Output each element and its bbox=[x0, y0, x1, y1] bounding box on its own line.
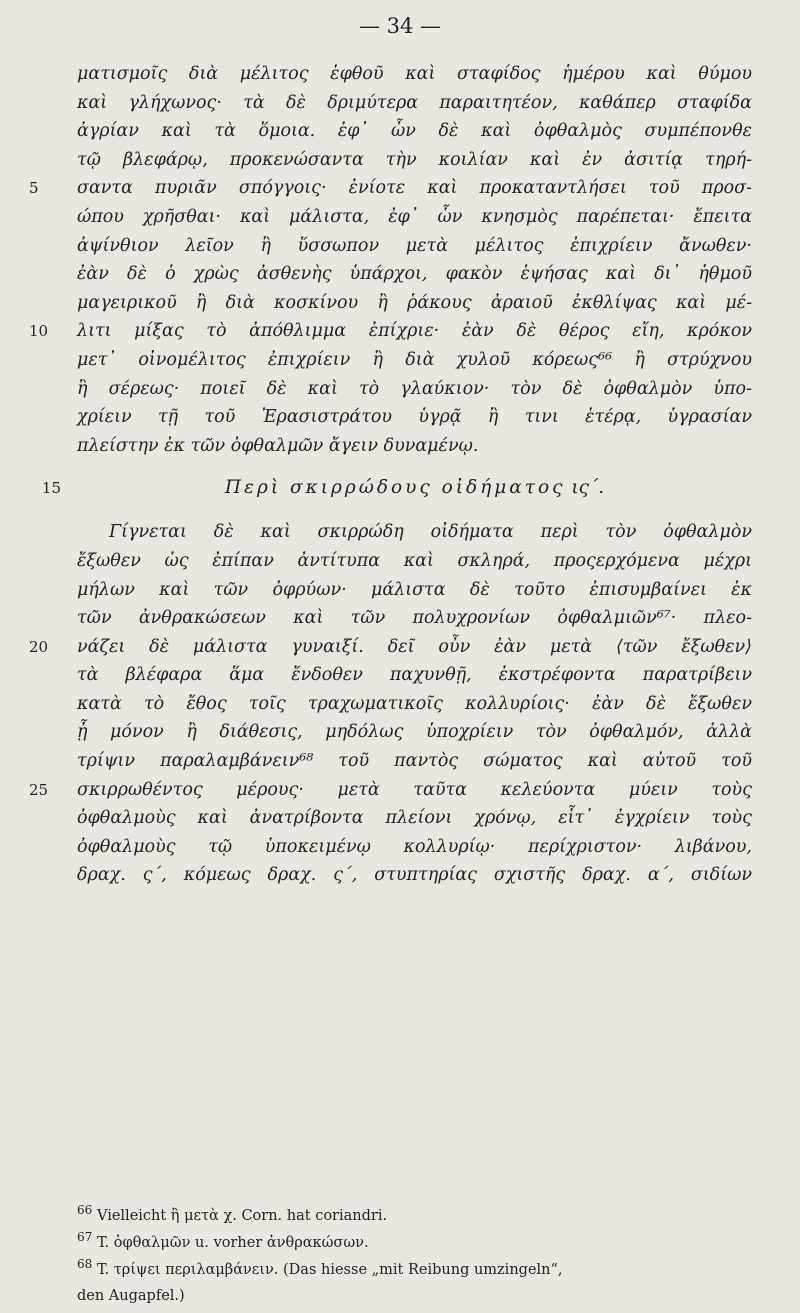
paragraph-2 bbox=[29, 518, 752, 890]
line-text: πλείστην ἐκ τῶν ὀφθαλμῶν ἄγειν δυναμένῳ. bbox=[77, 435, 479, 456]
line-text: δραχ. ς΄, κόμεως δραχ. ς΄, στυπτηρίας σχιστῆς δραχ. α΄, σιδίων bbox=[77, 865, 752, 886]
line-text: ἀγρίαν καὶ τὰ ὅμοια. ἐφ᾽ ὧν δὲ καὶ ὀφθαλμὸς συμπέπονθε bbox=[77, 121, 752, 142]
line-number: 25 bbox=[29, 780, 49, 799]
section-number: ις΄. bbox=[571, 477, 605, 499]
line-text: ματισμοῖς διὰ μέλιτος ἑφθοῦ καὶ σταφίδος ἡμέρου καὶ θύμου bbox=[77, 64, 752, 84]
footnote-text: Vielleicht ἢ μετὰ χ. Corn. hat coriandri. bbox=[96, 1207, 388, 1224]
text-line bbox=[77, 375, 752, 404]
footnote-number: 66 bbox=[77, 1203, 93, 1217]
text-line bbox=[77, 346, 752, 375]
text-line bbox=[77, 604, 752, 633]
text-line bbox=[77, 690, 752, 719]
text-line bbox=[77, 117, 752, 146]
text-line bbox=[77, 89, 752, 118]
text-line bbox=[77, 403, 752, 432]
text-line bbox=[77, 260, 752, 289]
line-text: νάζει δὲ μάλιστα γυναιξί. δεῖ οὖν ἐὰν μετὰ ⟨τῶν ἔξωθεν⟩ bbox=[77, 636, 752, 657]
line-text: Γίγνεται δὲ καὶ σκιρρώδη οἰδήματα περὶ τὸν ὀφθαλμὸν bbox=[109, 522, 752, 543]
text-line bbox=[77, 518, 752, 547]
line-text: ώπου χρῆσθαι· καὶ μάλιστα, ἐφ᾽ ὧν κνησμὸς παρέπεται· ἔπειτα bbox=[77, 206, 752, 227]
footnote-text: den Augapfel.) bbox=[77, 1288, 185, 1305]
line-text: κατὰ τὸ ἔθος τοῖς τραχωματικοῖς κολλυρίοις· ἐὰν δὲ ἔξωθεν bbox=[77, 693, 752, 714]
line-text: ἀψίνθιον λεῖον ἢ ὕσσωπον μετὰ μέλιτος ἐπιχρίειν ἄνωθεν· bbox=[77, 235, 752, 256]
text-line bbox=[77, 432, 752, 461]
line-text: τῷ βλεφάρῳ, προκενώσαντα τὴν κοιλίαν καὶ ἐν ἀσιτίᾳ τηρή- bbox=[77, 149, 752, 170]
footnote-text: T. ὀφθαλμῶν u. vorher ἀνθρακώσων. bbox=[96, 1234, 369, 1251]
line-text: ᾖ μόνον ἢ διάθεσις, μηδόλως ὑποχρίειν τὸν ὀφθαλμόν, ἀλλὰ bbox=[77, 722, 752, 743]
text-line bbox=[77, 576, 752, 605]
text-line bbox=[77, 60, 752, 89]
line-text: μαγειρικοῦ ἢ διὰ κοσκίνου ἢ ῥάκους ἀραιοῦ ἐκθλίψας καὶ μέ- bbox=[77, 292, 752, 313]
line-number: 20 bbox=[29, 637, 49, 656]
text-line bbox=[77, 289, 752, 318]
line-text: ὀφθαλμοὺς καὶ ἀνατρίβοντα πλείονι χρόνῳ, εἶτ᾽ ἐγχρίειν τοὺς bbox=[77, 808, 752, 829]
main-text bbox=[29, 60, 752, 890]
line-text: καὶ γλήχωνος· τὰ δὲ δριμύτερα παραιτητέον, καθάπερ σταφίδα bbox=[77, 92, 752, 113]
line-text: ἔξωθεν ὡς ἐπίπαν ἀντίτυπα καὶ σκληρά, προςερχόμενα μέχρι bbox=[77, 550, 752, 571]
line-text: σαντα πυριᾶν σπόγγοις· ἐνίοτε καὶ προκαταντλήσει τοῦ προσ- bbox=[77, 178, 752, 199]
text-line bbox=[77, 833, 752, 862]
text-line bbox=[77, 661, 752, 690]
footnote-number: 67 bbox=[77, 1229, 93, 1244]
footnote bbox=[77, 1280, 752, 1307]
paragraph-1 bbox=[29, 60, 752, 460]
text-line bbox=[77, 203, 752, 232]
line-text: ἐὰν δὲ ὁ χρὼς ἀσθενὴς ὑπάρχοι, φακὸν ἑψήσας καὶ δι᾽ ἠθμοῦ bbox=[77, 264, 752, 285]
line-text: χρίειν τῇ τοῦ Ἐρασιστράτου ὑγρᾷ ἢ τινι ἑτέρᾳ, ὑγρασίαν bbox=[77, 407, 752, 428]
section-heading bbox=[41, 468, 752, 508]
line-text: σκιρρωθέντος μέρους· μετὰ ταῦτα κελεύοντα μύειν τοὺς bbox=[77, 779, 752, 800]
footnote bbox=[77, 1200, 752, 1227]
line-number: 15 bbox=[41, 479, 61, 498]
section-title: Περὶ σκιρρώδους οἰδήματος bbox=[224, 477, 566, 499]
line-text: ἢ σέρεως· ποιεῖ δὲ καὶ τὸ γλαύκιον· τὸν δὲ ὀφθαλμὸν ὑπο- bbox=[77, 378, 752, 399]
text-line bbox=[77, 547, 752, 576]
line-text: τῶν ἀνθρακώσεων καὶ τῶν πολυχρονίων ὀφθαλμιῶν⁶⁷· πλεο- bbox=[77, 608, 752, 629]
text-line bbox=[29, 633, 752, 662]
page-number: — 34 — bbox=[358, 14, 442, 38]
footnote-number: 68 bbox=[77, 1256, 93, 1271]
footnote-text: T. τρίψει περιλαμβάνειν. (Das hiesse „mit Reibung umzingeln“, bbox=[96, 1261, 563, 1278]
text-line bbox=[29, 174, 752, 203]
line-number: 10 bbox=[29, 322, 49, 341]
text-line bbox=[29, 317, 752, 346]
line-text: τὰ βλέφαρα ἅμα ἔνδοθεν παχυνθῇ, ἐκστρέφοντα παρατρίβειν bbox=[77, 665, 752, 686]
line-text: λιτι μίξας τὸ ἀπόθλιμμα ἐπίχριε· ἐὰν δὲ θέρος εἴη, κρόκον bbox=[77, 321, 752, 342]
line-text: τρίψιν παραλαμβάνειν⁶⁸ τοῦ παντὸς σώματος καὶ αὐτοῦ τοῦ bbox=[77, 751, 752, 772]
text-line bbox=[29, 776, 752, 805]
text-line bbox=[77, 718, 752, 747]
text-line bbox=[77, 861, 752, 890]
line-text: μετ᾽ οἰνομέλιτος ἐπιχρίειν ἢ διὰ χυλοῦ κόρεως⁶⁶ ἢ στρύχνου bbox=[77, 349, 752, 370]
text-line bbox=[77, 804, 752, 833]
line-text: μήλων καὶ τῶν ὀφρύων· μάλιστα δὲ τοῦτο ἐπισυμβαίνει ἐκ bbox=[77, 579, 752, 600]
text-line bbox=[77, 146, 752, 175]
text-line bbox=[77, 232, 752, 261]
text-line bbox=[77, 747, 752, 776]
footnote bbox=[77, 1227, 752, 1254]
line-number: 5 bbox=[29, 179, 39, 198]
footnote bbox=[77, 1254, 752, 1281]
line-text: ὀφθαλμοὺς τῷ ὑποκειμένῳ κολλυρίῳ· περίχριστον· λιβάνου, bbox=[77, 836, 752, 857]
footnotes bbox=[77, 1200, 752, 1307]
